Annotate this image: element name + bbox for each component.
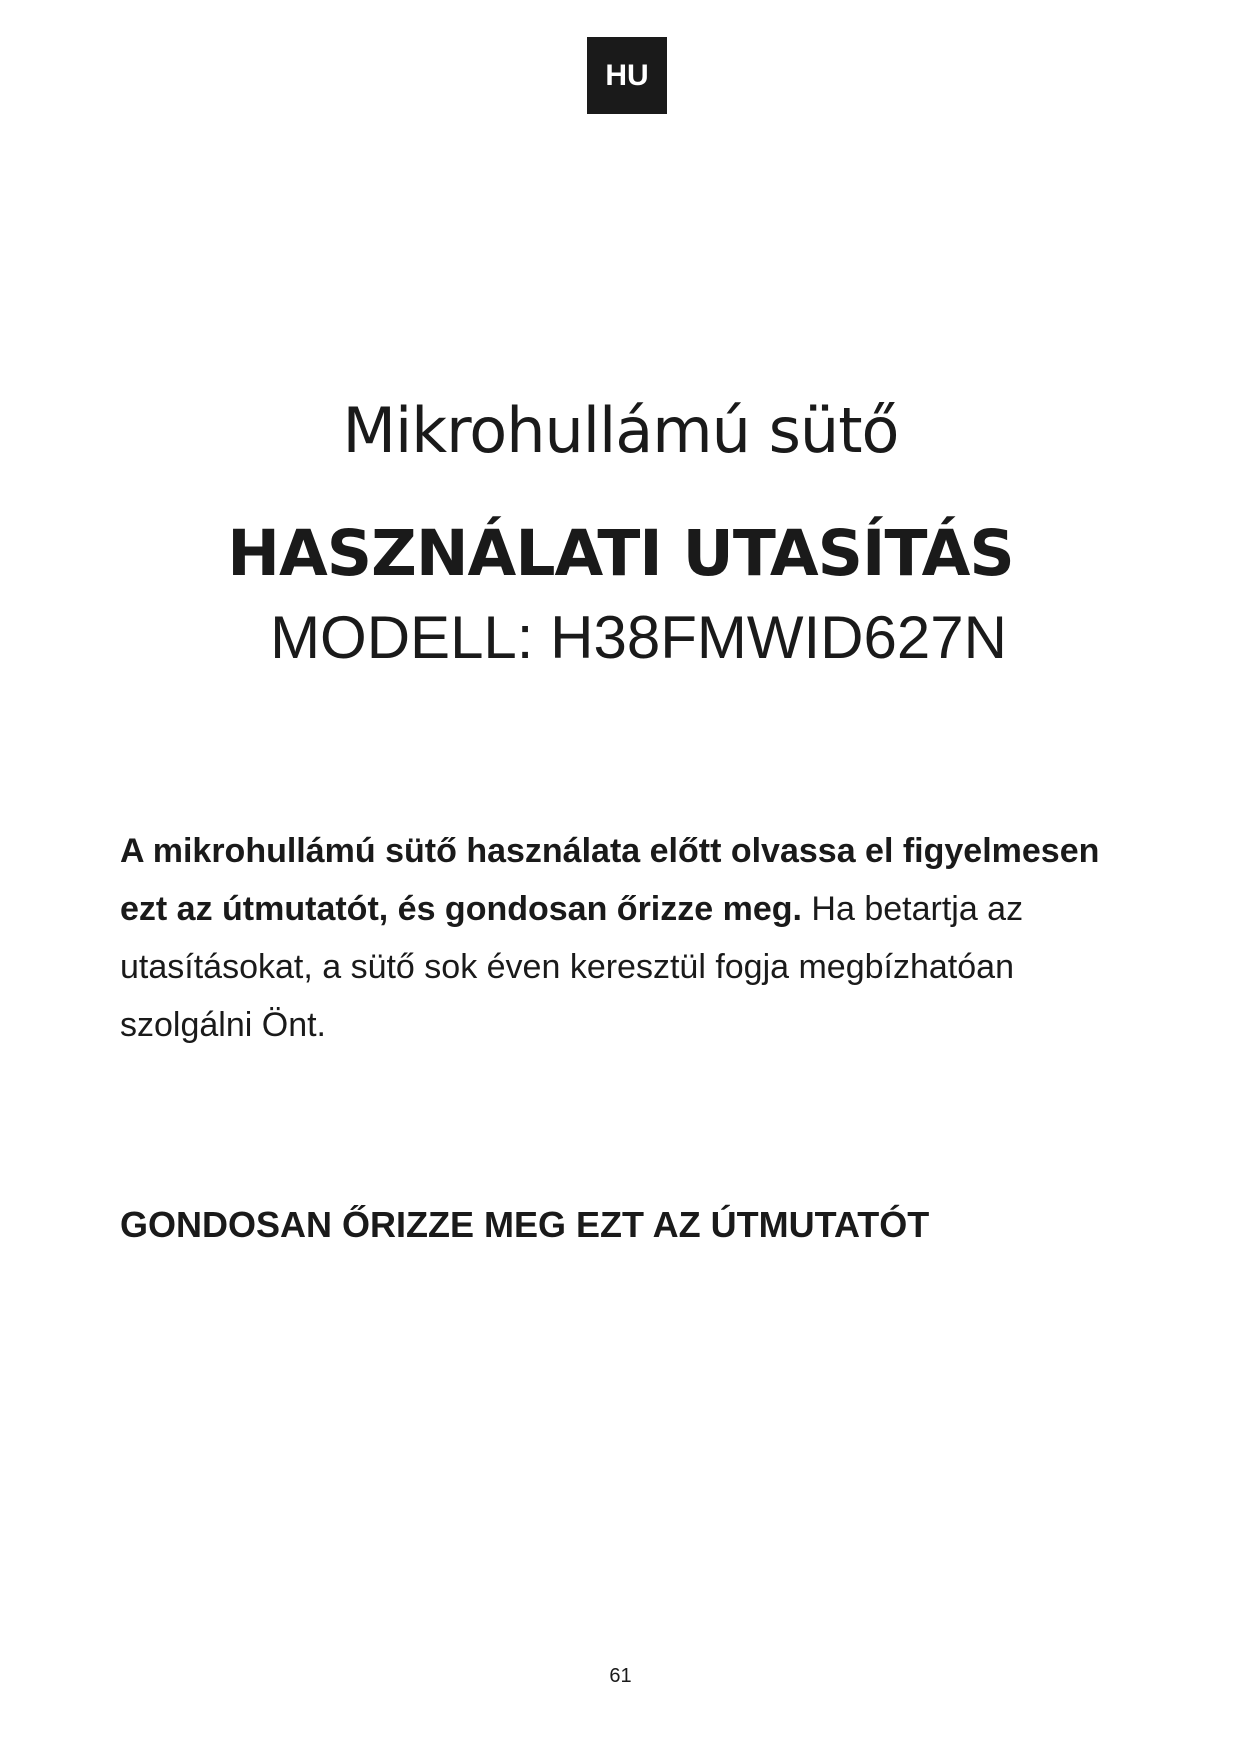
model-number: MODELL: H38FMWID627N [270, 604, 1007, 671]
intro-regular-text: Ha betartja az utasításokat, a sütő sok éven keresztül fogja megbízhatóan szolgálni Önt. [120, 890, 1024, 1044]
keep-manual-notice: GONDOSAN ŐRIZZE MEG EZT AZ ÚTMUTATÓT [120, 1204, 930, 1245]
page-number: 61 [609, 1665, 632, 1687]
intro-paragraph [120, 822, 1130, 1054]
manual-title: HASZNÁLATI UTASÍTÁS [227, 517, 1014, 590]
language-badge: HU [587, 37, 667, 114]
intro-bold-text: A mikrohullámú sütő használata előtt olvassa el figyelmesen ezt az útmutatót, és gondosan őrizze meg. [120, 832, 1100, 928]
product-name: Mikrohullámú sütő [342, 394, 899, 467]
